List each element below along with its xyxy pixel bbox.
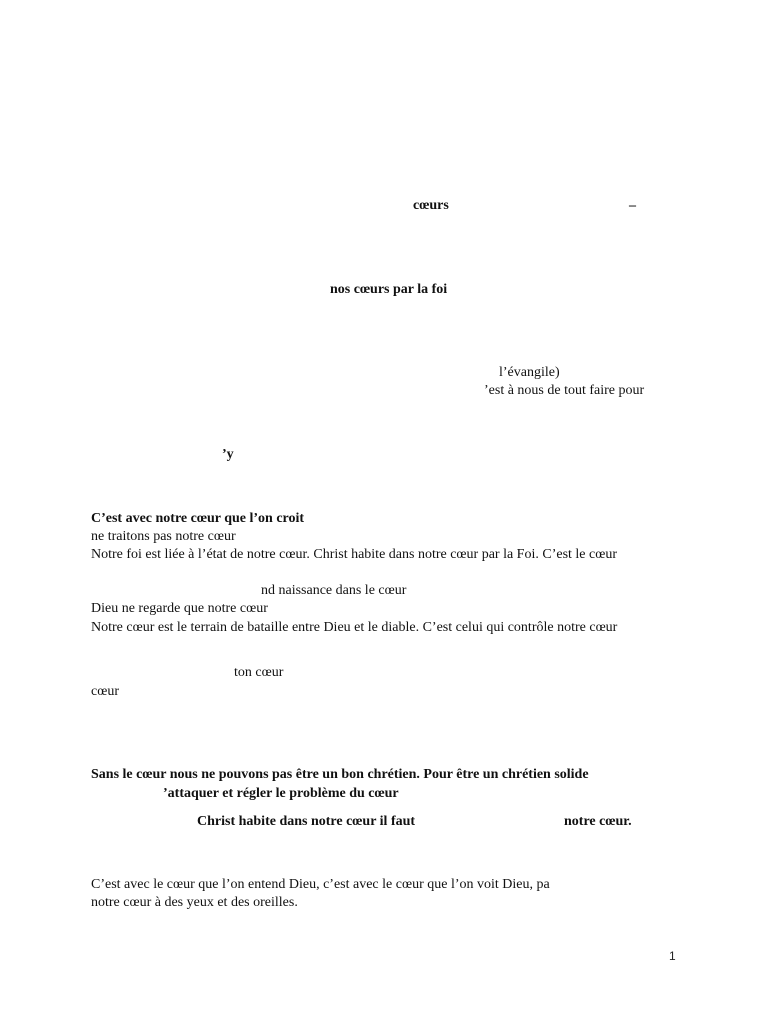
text-line-coeur: cœur — [91, 684, 119, 699]
text-line-est-a-nous: ’est à nous de tout faire pour — [484, 383, 645, 398]
page-number: 1 — [669, 949, 676, 963]
text-line-evangile: l’évangile) — [499, 365, 560, 380]
text-line-naissance: nd naissance dans le cœur — [261, 583, 407, 598]
text-line-attaquer: ’attaquer et régler le problème du cœur — [163, 786, 399, 801]
text-line-entend-dieu: C’est avec le cœur que l’on entend Dieu, c’est avec le cœur que l’on voit Dieu, pa — [91, 877, 550, 892]
text-line-ne-traitons: ne traitons pas notre cœur — [91, 529, 236, 544]
text-line-christ-habite: Christ habite dans notre cœur il faut — [197, 814, 416, 829]
text-line-y: ’y — [222, 447, 234, 462]
text-line-ton-coeur: ton cœur — [234, 665, 284, 680]
text-line-terrain-bataille: Notre cœur est le terrain de bataille entre Dieu et le diable. C’est celui qui contrôle notre cœur — [91, 620, 618, 635]
text-line-sans-coeur: Sans le cœur nous ne pouvons pas être un bon chrétien. Pour être un chrétien solide — [91, 767, 589, 782]
text-line-nos-coeurs-foi: nos cœurs par la foi — [330, 282, 448, 297]
text-line-yeux-oreilles: notre cœur à des yeux et des oreilles. — [91, 895, 298, 910]
text-line-cest-avec-coeur-croit: C’est avec notre cœur que l’on croit — [91, 511, 305, 526]
text-line-notre-foi: Notre foi est liée à l’état de notre cœur. Christ habite dans notre cœur par la Foi. C’est le cœur — [91, 547, 617, 562]
text-line-coeurs: cœurs — [413, 198, 449, 213]
text-line-notre-coeur-dot: notre cœur. — [564, 814, 632, 829]
text-line-dieu-regarde: Dieu ne regarde que notre cœur — [91, 601, 268, 616]
text-line-dash: – — [629, 198, 636, 213]
